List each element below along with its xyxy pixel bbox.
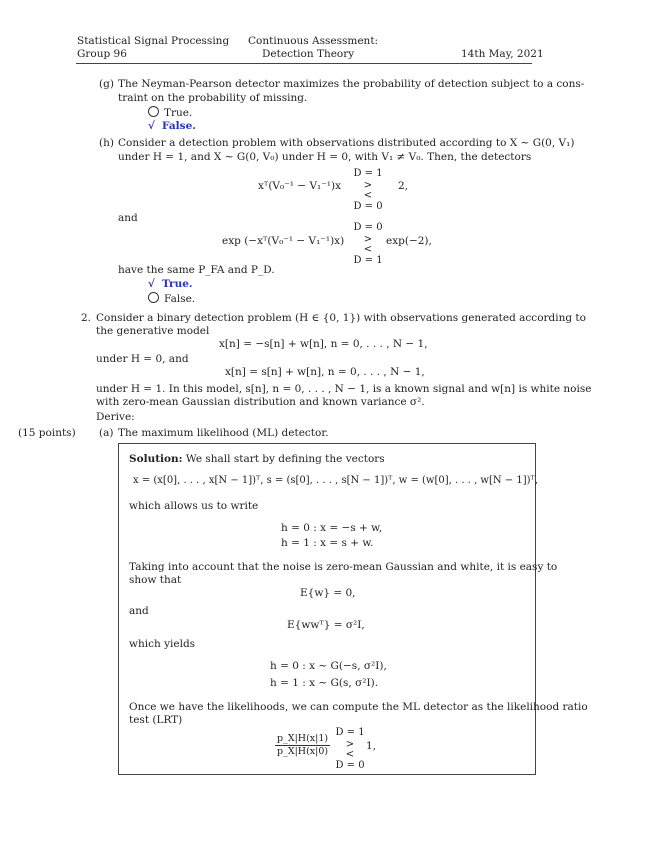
header-rule: [76, 63, 532, 64]
problem-2-part-a-text: The maximum likelihood (ML) detector.: [118, 427, 329, 439]
decision-symbol: > <: [363, 233, 373, 255]
question-h-eq2-decision: [348, 222, 388, 267]
solution-dist-h1: h = 1 : x ∼ G(s, σ²I).: [270, 677, 379, 689]
radio-unchecked-icon: [148, 106, 159, 117]
solution-intro: [129, 453, 385, 466]
problem-2-label: 2.: [81, 312, 92, 324]
solution-noise-1: Taking into account that the noise is zero-mean Gaussian and white, it is easy to: [129, 561, 558, 573]
header-course: Statistical Signal Processing: [77, 35, 230, 47]
decision-top: D = 1: [353, 168, 383, 179]
question-h-eq2-rhs: exp(−2),: [386, 235, 432, 247]
decision-top: D = 0: [353, 222, 383, 233]
decision-bottom: D = 0: [335, 759, 365, 771]
solution-model-h0: h = 0 : x = −s + w,: [281, 522, 383, 534]
question-h-eq2-lhs: exp (−xᵀ(V₀⁻¹ − V₁⁻¹)x): [222, 235, 345, 247]
option-label: False.: [164, 293, 196, 305]
solution-intro-text: We shall start by defining the vectors: [185, 453, 385, 465]
question-g-text-1: The Neyman-Pearson detector maximizes the probability of detection subject to a cons-: [118, 78, 585, 90]
question-h-eq1-decision: [348, 168, 388, 213]
header-assessment-line2: Detection Theory: [262, 48, 355, 60]
question-g-label: (g): [99, 78, 114, 90]
solution-lrt-decision: [330, 727, 370, 772]
problem-2-desc-1: under H = 1. In this model, s[n], n = 0, . . . , N − 1, is a known signal and w[n] is white noise: [96, 383, 592, 395]
problem-2-intro-1: Consider a binary detection problem (H ∈ {0, 1}) with observations generated according to: [96, 312, 586, 324]
question-g-text-2: traint on the probability of missing.: [118, 92, 308, 104]
solution-yields: which yields: [129, 638, 196, 650]
question-g-option-false[interactable]: [148, 120, 196, 133]
question-h-text-2: under H = 1, and X ∼ G(0, V₀) under H = 0, with V₁ ≠ V₀. Then, the detectors: [118, 151, 532, 163]
solution-lrt-2: test (LRT): [129, 714, 183, 726]
question-h-and: and: [118, 212, 138, 224]
decision-symbol: > <: [345, 738, 355, 760]
solution-mean-eq: E{w} = 0,: [300, 587, 356, 599]
checkmark-icon: √: [148, 120, 155, 132]
problem-2-desc-2: with zero-mean Gaussian distribution and known variance σ².: [96, 396, 425, 408]
option-label: False.: [162, 120, 196, 132]
header-date: 14th May, 2021: [461, 48, 544, 60]
solution-lrt-1: Once we have the likelihoods, we can compute the ML detector as the likelihood ratio: [129, 701, 588, 713]
solution-lrt-rhs: 1,: [366, 740, 377, 752]
solution-lrt-fraction: [275, 733, 330, 758]
problem-2-derive: Derive:: [96, 411, 135, 423]
solution-cov-eq: E{wwᵀ} = σ²I,: [287, 619, 365, 631]
decision-symbol: > <: [363, 179, 373, 201]
solution-model-h1: h = 1 : x = s + w.: [281, 537, 374, 549]
solution-allows: which allows us to write: [129, 500, 259, 512]
solution-vectors-eq: x = (x[0], . . . , x[N − 1])ᵀ, s = (s[0], . . . , s[N − 1])ᵀ, w = (w[0], . . . , w[N − 1])ᵀ,: [133, 475, 538, 486]
question-h-eq1-rhs: 2,: [398, 180, 409, 192]
lrt-denominator: p_X|H(x|0): [277, 745, 329, 757]
problem-2-eq-h1: x[n] = s[n] + w[n], n = 0, . . . , N − 1,: [225, 366, 425, 378]
option-label: True.: [162, 278, 193, 290]
question-g-option-true[interactable]: [148, 106, 192, 120]
solution-heading: Solution:: [129, 453, 183, 465]
question-h-option-false[interactable]: [148, 292, 195, 306]
solution-dist-h0: h = 0 : x ∼ G(−s, σ²I),: [270, 660, 387, 672]
question-h-label: (h): [99, 137, 114, 149]
question-h-eq1-lhs: xᵀ(V₀⁻¹ − V₁⁻¹)x: [258, 180, 342, 192]
decision-top: D = 1: [335, 727, 365, 738]
radio-unchecked-icon: [148, 292, 159, 303]
question-h-option-true[interactable]: [148, 278, 193, 291]
lrt-numerator: p_X|H(x|1): [277, 733, 329, 744]
decision-bottom: D = 1: [353, 254, 383, 266]
problem-2-part-a-label: (a): [99, 427, 114, 439]
option-label: True.: [164, 107, 193, 119]
problem-2-under-h0: under H = 0, and: [96, 353, 189, 365]
problem-2-intro-2: the generative model: [96, 325, 210, 337]
header-assessment-line1: Continuous Assessment:: [248, 35, 379, 47]
checkmark-icon: √: [148, 278, 155, 290]
solution-noise-2: show that: [129, 574, 182, 586]
solution-and: and: [129, 605, 149, 617]
decision-bottom: D = 0: [353, 200, 383, 212]
question-h-text-1: Consider a detection problem with observations distributed according to X ∼ G(0, V₁): [118, 137, 575, 149]
problem-2-points: (15 points): [18, 427, 76, 439]
problem-2-eq-h0: x[n] = −s[n] + w[n], n = 0, . . . , N − 1,: [219, 338, 428, 350]
question-h-conclusion: have the same P_FA and P_D.: [118, 264, 275, 276]
header-group: Group 96: [77, 48, 127, 60]
